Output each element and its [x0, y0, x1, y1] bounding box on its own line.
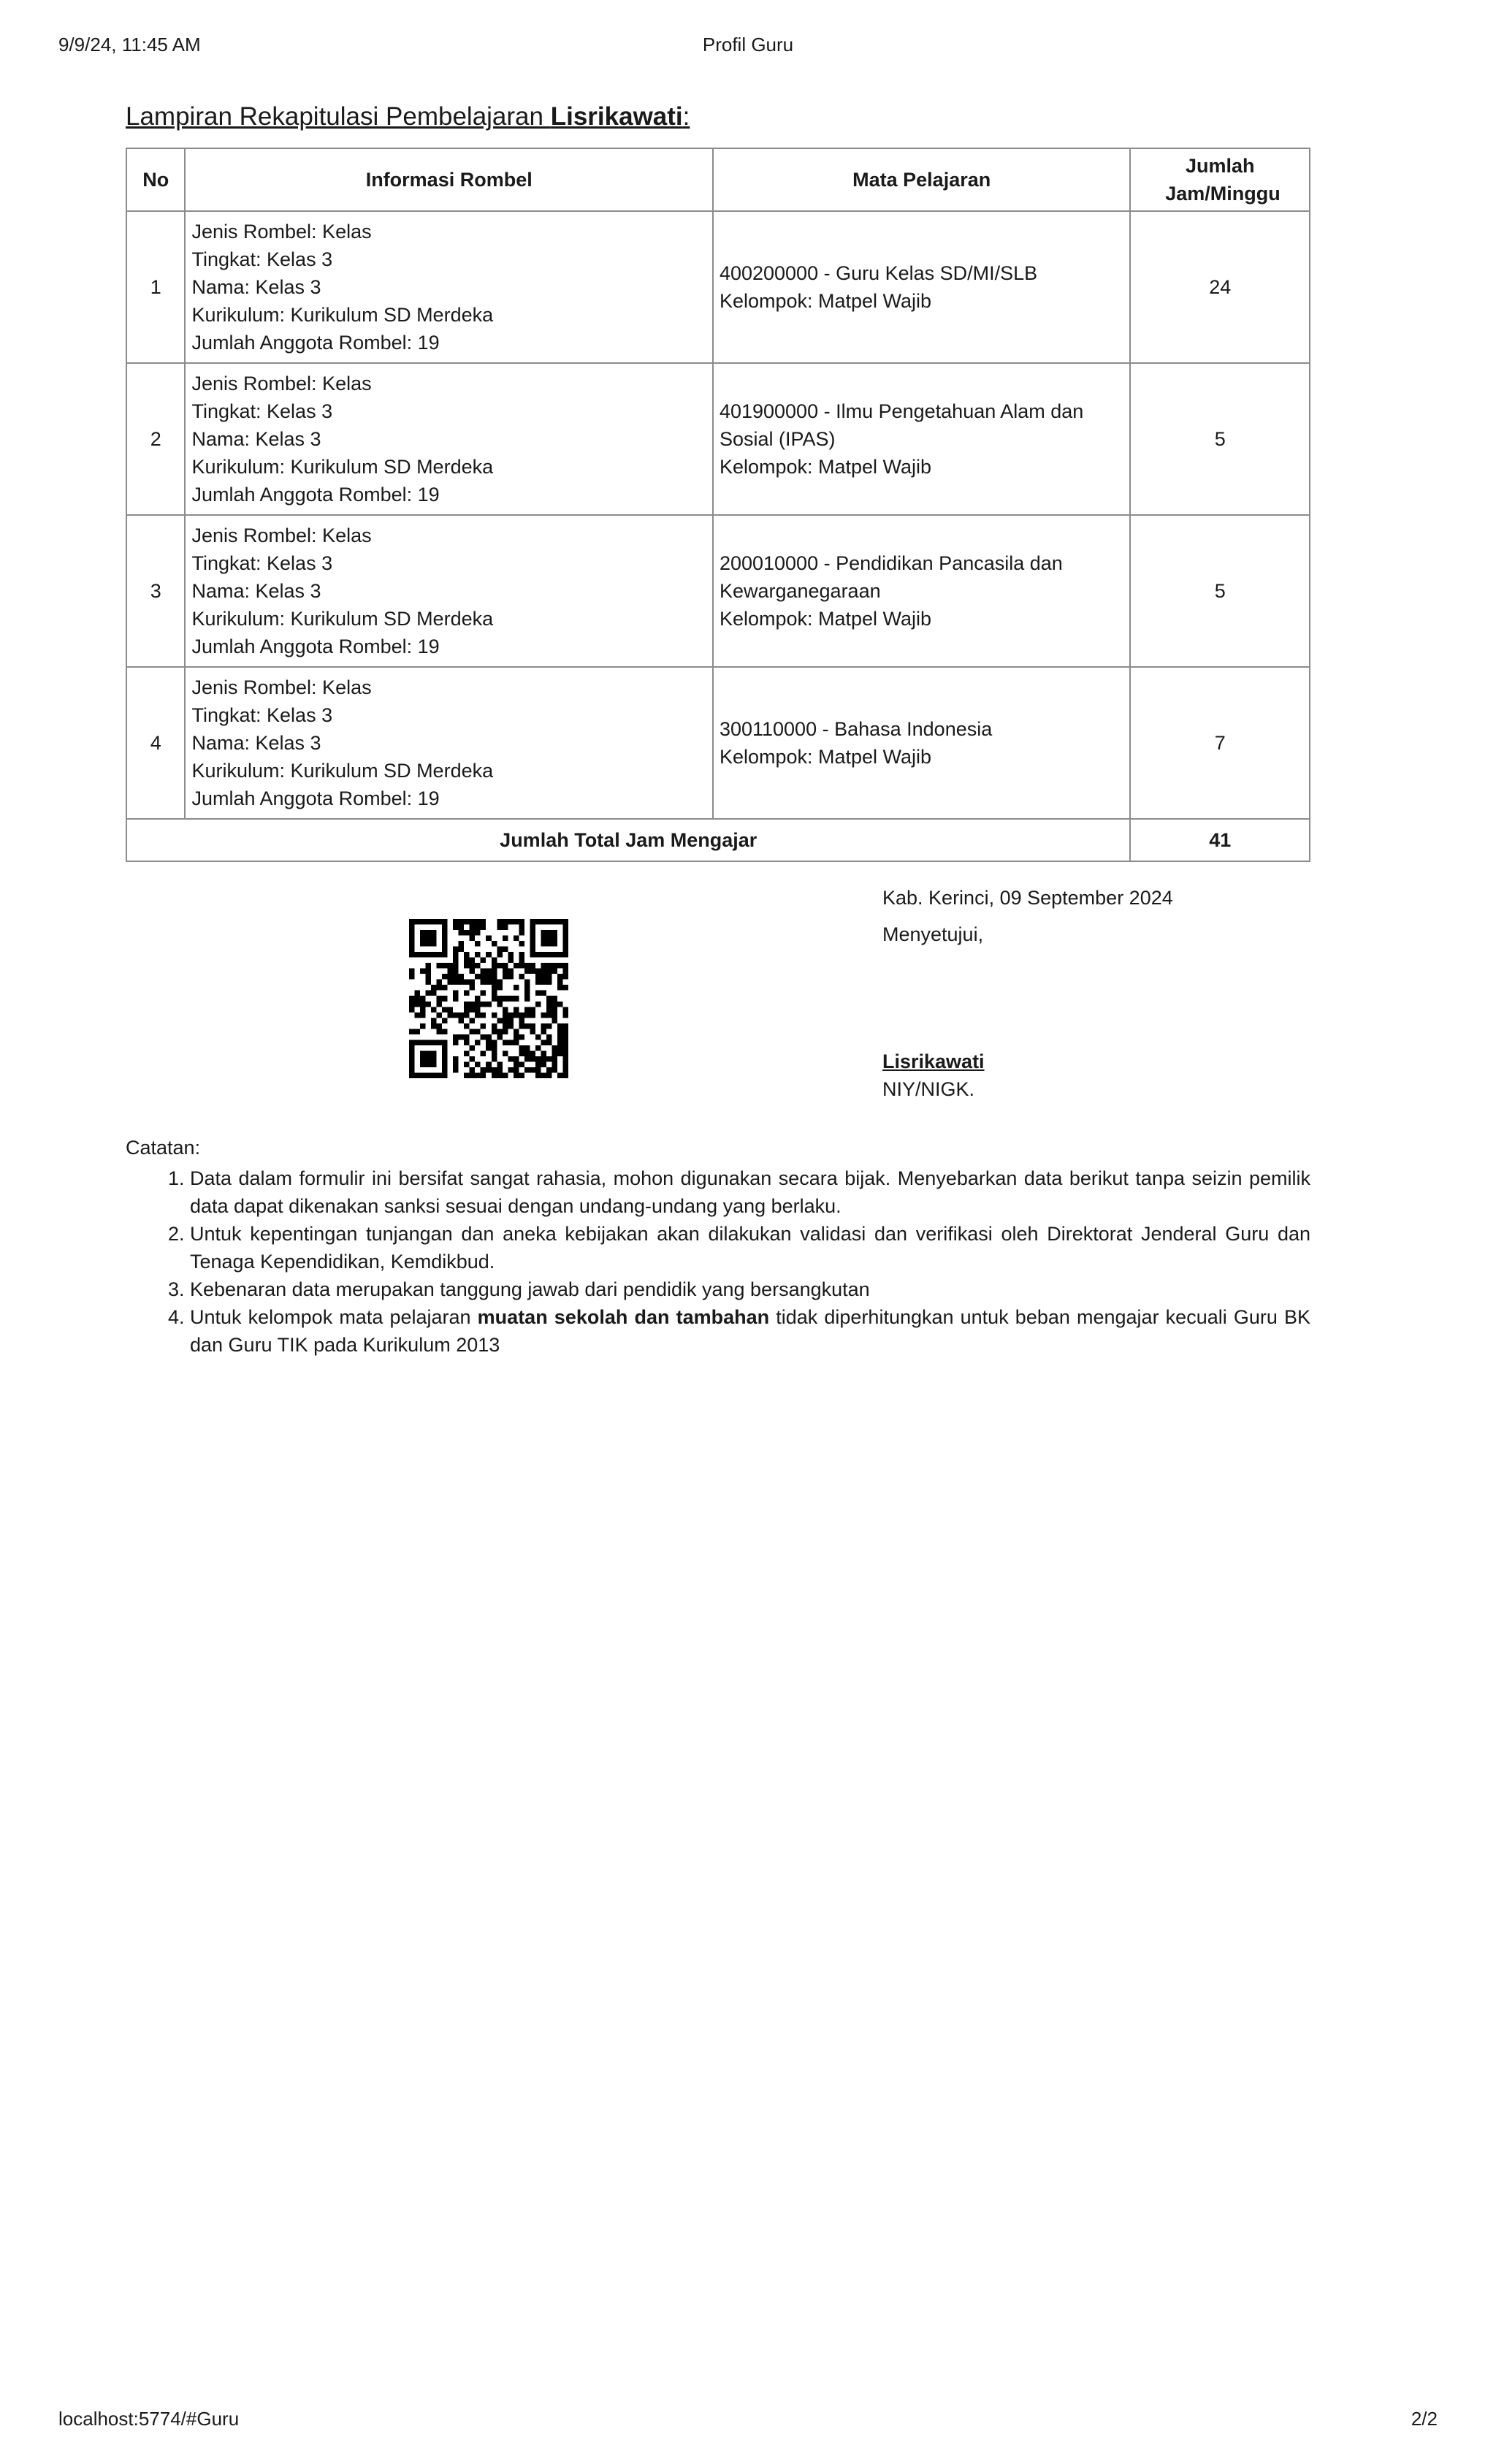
- total-label: Jumlah Total Jam Mengajar: [126, 819, 1130, 861]
- signer-id: NIY/NIGK.: [882, 1078, 975, 1100]
- rombel-info-line: Jenis Rombel: Kelas: [191, 373, 372, 394]
- print-datetime: 9/9/24, 11:45 AM: [58, 34, 201, 56]
- rombel-info-line: Jumlah Anggota Rombel: 19: [191, 484, 440, 506]
- mapel-line: Kelompok: Matpel Wajib: [719, 456, 932, 478]
- rombel-info-line: Tingkat: Kelas 3: [191, 704, 333, 726]
- total-row: [126, 819, 1310, 861]
- print-header: [58, 34, 1438, 63]
- note-item: 1. Data dalam formulir ini bersifat sangat rahasia, mohon digunakan secara bijak. Menyebarkan data berikut tanpa seizin pemilik data dapat dikenakan sanksi sesuai dengan undang-undang yang berlaku.: [190, 1164, 1310, 1220]
- mapel-line: Kelompok: Matpel Wajib: [719, 608, 932, 630]
- cell-mata-pelajaran: [713, 211, 1131, 363]
- rombel-info-line: Jenis Rombel: Kelas: [191, 221, 372, 243]
- header-mata-pelajaran: Mata Pelajaran: [713, 148, 1131, 211]
- cell-no: 3: [126, 515, 185, 667]
- rombel-info-line: Jenis Rombel: Kelas: [191, 525, 372, 546]
- signature-block: [882, 880, 1173, 1103]
- header-jumlah-jam: Jumlah Jam/Minggu: [1130, 148, 1310, 211]
- rombel-info-line: Nama: Kelas 3: [191, 732, 321, 754]
- note-item: 3. Kebenaran data merupakan tanggung jawab dari pendidik yang bersangkutan: [190, 1275, 1310, 1303]
- rombel-info-line: Kurikulum: Kurikulum SD Merdeka: [191, 456, 494, 478]
- cell-no: 1: [126, 211, 185, 363]
- recap-table: [126, 148, 1310, 862]
- header-no: No: [126, 148, 185, 211]
- cell-jumlah-jam: 7: [1130, 667, 1310, 819]
- rombel-info-line: Jumlah Anggota Rombel: 19: [191, 787, 440, 809]
- table-row: [126, 515, 1310, 667]
- page-number: 2/2: [1411, 2408, 1438, 2430]
- mapel-line: 200010000 - Pendidikan Pancasila dan: [719, 552, 1063, 574]
- teacher-name: Lisrikawati: [550, 102, 683, 131]
- cell-informasi-rombel: [185, 667, 712, 819]
- notes-list: [126, 1164, 1310, 1359]
- note-item: 4. Untuk kelompok mata pelajaran muatan sekolah dan tambahan tidak diperhitungkan untuk beban mengajar kecuali Guru BK dan Guru TIK pada Kurikulum 2013: [190, 1303, 1310, 1359]
- print-url: localhost:5774/#Guru: [58, 2408, 240, 2430]
- table-row: [126, 211, 1310, 363]
- rombel-info-line: Tingkat: Kelas 3: [191, 400, 333, 422]
- rombel-info-line: Nama: Kelas 3: [191, 580, 321, 602]
- cell-mata-pelajaran: [713, 667, 1131, 819]
- notes-section: [126, 1134, 1310, 1359]
- rombel-info-line: Kurikulum: Kurikulum SD Merdeka: [191, 304, 494, 326]
- approval-label: Menyetujui,: [882, 923, 984, 945]
- mapel-line: 300110000 - Bahasa Indonesia: [719, 718, 993, 740]
- mapel-line: 401900000 - Ilmu Pengetahuan Alam dan: [719, 400, 1084, 422]
- cell-jumlah-jam: 5: [1130, 363, 1310, 515]
- total-value: 41: [1130, 819, 1310, 861]
- rombel-info-line: Jenis Rombel: Kelas: [191, 676, 372, 698]
- rombel-info-line: Tingkat: Kelas 3: [191, 552, 333, 574]
- notes-title: Catatan:: [126, 1137, 201, 1159]
- rombel-info-line: Kurikulum: Kurikulum SD Merdeka: [191, 608, 494, 630]
- place-date: Kab. Kerinci, 09 September 2024: [882, 887, 1173, 909]
- cell-no: 2: [126, 363, 185, 515]
- mapel-line: 400200000 - Guru Kelas SD/MI/SLB: [719, 262, 1038, 284]
- qr-code: [409, 919, 568, 1078]
- cell-informasi-rombel: [185, 211, 712, 363]
- table-row: [126, 363, 1310, 515]
- note-item: 2. Untuk kepentingan tunjangan dan aneka kebijakan akan dilakukan validasi dan verifikasi oleh Direktorat Jenderal Guru dan Tenaga Kependidikan, Kemdikbud.: [190, 1220, 1310, 1275]
- rombel-info-line: Nama: Kelas 3: [191, 428, 321, 450]
- table-header-row: [126, 148, 1310, 211]
- cell-mata-pelajaran: [713, 363, 1131, 515]
- document-content: [126, 102, 1310, 1359]
- cell-informasi-rombel: [185, 515, 712, 667]
- rombel-info-line: Jumlah Anggota Rombel: 19: [191, 332, 440, 354]
- mapel-line: Sosial (IPAS): [719, 428, 836, 450]
- rombel-info-line: Nama: Kelas 3: [191, 276, 321, 298]
- signature-area: [126, 880, 1310, 1121]
- mapel-line: Kelompok: Matpel Wajib: [719, 290, 932, 312]
- mapel-line: Kelompok: Matpel Wajib: [719, 746, 932, 768]
- cell-no: 4: [126, 667, 185, 819]
- signer-name: Lisrikawati: [882, 1050, 985, 1072]
- rombel-info-line: Tingkat: Kelas 3: [191, 248, 333, 270]
- cell-mata-pelajaran: [713, 515, 1131, 667]
- rombel-info-line: Jumlah Anggota Rombel: 19: [191, 636, 440, 657]
- page-title: Lampiran Rekapitulasi Pembelajaran Lisrikawati:: [126, 102, 690, 131]
- cell-jumlah-jam: 24: [1130, 211, 1310, 363]
- cell-informasi-rombel: [185, 363, 712, 515]
- print-title: Profil Guru: [702, 34, 794, 56]
- rombel-info-line: Kurikulum: Kurikulum SD Merdeka: [191, 760, 494, 782]
- cell-jumlah-jam: 5: [1130, 515, 1310, 667]
- header-informasi-rombel: Informasi Rombel: [185, 148, 712, 211]
- table-row: [126, 667, 1310, 819]
- mapel-line: Kewarganegaraan: [719, 580, 881, 602]
